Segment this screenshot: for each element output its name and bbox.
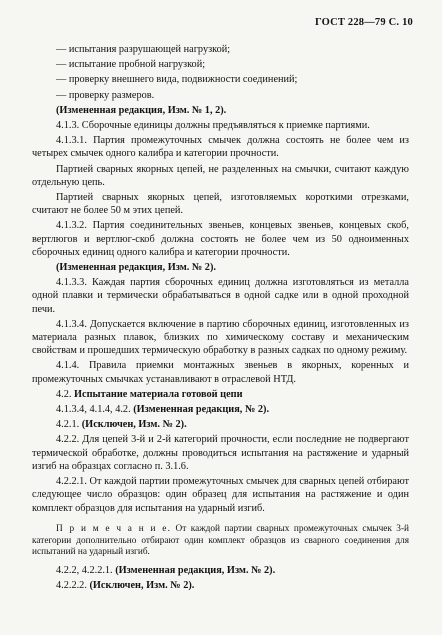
revision-items: 4.1.3.4, 4.1.4, 4.2.	[56, 404, 131, 416]
note-text: От каждой партии сварных промежуточных смычек 3-й категории дополнительно отбирают один комплект образцов из сварного соединения для испытаний на ударный изгиб.	[32, 523, 410, 558]
revision-reference	[32, 579, 409, 592]
paragraph-4-2-2-1: 4.2.2.1. От каждой партии промежуточных смычек для сварных цепей отбирают следующее число образцов: один образец для испытания на растяжение и один комплект образцов для испытания на ударный изгиб.	[32, 476, 409, 514]
paragraph-4-1-3: 4.1.3. Сборочные единицы должны предъявляться к приемке партиями.	[56, 120, 370, 132]
list-item: — проверку размеров.	[56, 89, 155, 101]
list-item: — испытания разрушающей нагрузкой;	[56, 44, 231, 55]
revision-note: (Измененная редакция, Изм. № 2).	[115, 565, 276, 577]
list-item: — испытание пробной нагрузкой;	[56, 59, 206, 71]
revision-note: (Измененная редакция, № 2).	[133, 404, 270, 416]
revision-note: (Исключен, Изм. № 2).	[81, 419, 187, 431]
revision-note: (Исключен, Изм. № 2).	[89, 580, 195, 592]
document-body	[32, 43, 409, 595]
revision-note: (Измененная редакция, Изм. № 2).	[56, 262, 216, 274]
note-block	[32, 524, 409, 559]
paragraph-4-1-4: 4.1.4. Правила приемки монтажных звеньев в якорных, коренных и промежуточных смычках устанавливают в отраслевой НТД.	[32, 360, 409, 385]
paragraph-anchor-chains: Партией сварных якорных цепей, не разделенных на смычки, считают каждую отдельную цепь.	[32, 163, 409, 188]
note-label: П р и м е ч а н и е.	[56, 523, 172, 534]
page-header: ГОСТ 228—79 С. 10	[314, 17, 413, 28]
paragraph-short-segments: Партией сварных якорных цепей, изготовляемых короткими отрезками, считают не более 50 м этих цепей.	[32, 192, 409, 217]
paragraph-4-1-3-3: 4.1.3.3. Каждая партия сборочных единиц должна изготовляться из металла одной плавки и термически обрабатываться в одной садке или в одной проходной печи.	[32, 277, 409, 315]
paragraph-4-2-2: 4.2.2. Для цепей 3-й и 2-й категорий прочности, если последние не подвергают термической обработке, должны проводиться испытания на растяжение и ударный изгиб на образцах согласно п. 3.1.6.	[32, 434, 409, 472]
section-title: Испытание материала готовой цепи	[74, 388, 243, 400]
revision-items: 4.2.2.2.	[56, 580, 87, 592]
revision-items: 4.2.1.	[56, 419, 80, 431]
paragraph-4-1-3-2: 4.1.3.2. Партия соединительных звеньев, концевых звеньев, концевых скоб, вертлюгов и вертлюг-скоб должна состоять не более чем из 50 одноименных сборочных единиц одного калибра и категории прочности.	[32, 220, 409, 258]
paragraph-4-1-3-4: 4.1.3.4. Допускается включение в партию сборочных единиц, изготовленных из материала разных плавок, близких по химическому составу и механическим свойствам и прошедших термическую обработку в разных садках по одному режиму.	[32, 318, 409, 357]
revision-reference	[32, 564, 409, 577]
list-item: — проверку внешнего вида, подвижности соединений;	[56, 74, 298, 86]
revision-note: (Измененная редакция, Изм. № 1, 2).	[56, 104, 227, 116]
revision-reference	[32, 418, 409, 431]
paragraph-4-1-3-1: 4.1.3.1. Партия промежуточных смычек должна состоять не более чем из четырех смычек одного калибра и категории прочности.	[32, 135, 409, 160]
section-number: 4.2.	[56, 388, 72, 400]
revision-items: 4.2.2, 4.2.2.1.	[56, 565, 113, 577]
section-heading-4-2	[32, 388, 409, 401]
revision-reference	[32, 403, 409, 416]
